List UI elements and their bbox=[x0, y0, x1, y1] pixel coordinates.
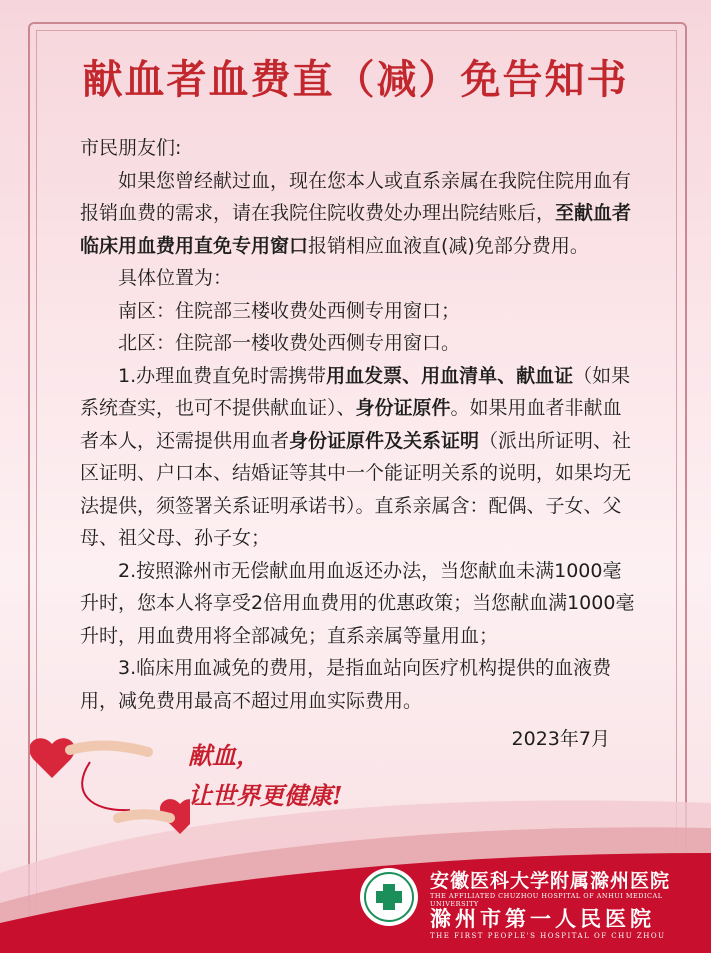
hospital-name-2: 滁州市第一人民医院 bbox=[430, 906, 655, 931]
location-label: 具体位置为： bbox=[118, 267, 233, 289]
slogan-line-2: 让世界更健康! bbox=[188, 781, 343, 810]
item-1-bold-2: 身份证原件 bbox=[355, 397, 451, 419]
item-1-text-3: 。如果用血者非献血者本人，还需提供用血者 bbox=[80, 397, 622, 452]
item-2: 2.按照滁州市无偿献血用血返还办法，当您献血未满1000毫升时，您本人将享受2倍用血费用的优惠政策；当您献血满1000毫升时，用血费用将全部减免；直系亲属等量用血； bbox=[80, 559, 635, 647]
page-title: 献血者血费直（减）免告知书 bbox=[82, 57, 629, 103]
item-3: 3.临床用血减免的费用，是指血站向医疗机构提供的血液费用，减免费用最高不超过用血实际费用。 bbox=[80, 657, 612, 712]
paragraph-1-text-a: 如果您曾经献过血，现在您本人或直系亲属在我院住院用血有报销血费的需求，请在我院住院收费处办理出院结账后， bbox=[80, 169, 632, 224]
blood-tube-icon bbox=[82, 762, 130, 810]
paragraph-1 bbox=[80, 165, 640, 263]
blood-donation-illustration bbox=[30, 722, 190, 852]
slogan-line-1: 献血， bbox=[188, 741, 260, 770]
heart-icon bbox=[30, 738, 75, 778]
notice-date: 2023年7月 bbox=[511, 728, 610, 750]
location-north: 北区：住院部一楼收费处西侧专用窗口。 bbox=[118, 332, 461, 354]
item-1 bbox=[80, 360, 640, 555]
hand-icon-2 bbox=[118, 814, 170, 818]
hospital-logo bbox=[358, 866, 420, 928]
item-1-bold-3: 身份证原件及关系证明 bbox=[289, 429, 480, 452]
hospital-name-1: 安徽医科大学附属滁州医院 bbox=[430, 870, 671, 892]
item-1-text-2: （如果系统查实，也可不提供献血证）、 bbox=[80, 364, 631, 419]
paragraph-1-text-b: 报销相应血液直(减)免部分费用。 bbox=[308, 234, 589, 257]
item-1-text-4: （派出所证明、社区证明、户口本、结婚证等其中一个能证明关系的说明，如果均无法提供，须签署关系证明承诺书）。直系亲属含：配偶、子女、父母、祖父母、孙子女； bbox=[80, 429, 632, 549]
hand-icon bbox=[70, 746, 148, 752]
notice-body bbox=[80, 132, 640, 756]
paragraph-1-bold: 至献血者临床用血费用直免专用窗口 bbox=[80, 202, 632, 257]
item-1-bold-1: 用血发票、用血清单、献血证 bbox=[326, 364, 574, 387]
greeting: 市民朋友们: bbox=[80, 137, 182, 159]
hospital-name-en-1: THE AFFILIATED CHUZHOU HOSPITAL OF ANHUI MEDICAL UNIVERSITY bbox=[430, 892, 663, 908]
item-1-text-1: 1.办理血费直免时需携带 bbox=[118, 364, 327, 387]
hospital-name-en-2: THE FIRST PEOPLE'S HOSPITAL OF CHU ZHOU bbox=[430, 932, 666, 940]
location-south: 南区：住院部三楼收费处西侧专用窗口； bbox=[118, 299, 461, 322]
